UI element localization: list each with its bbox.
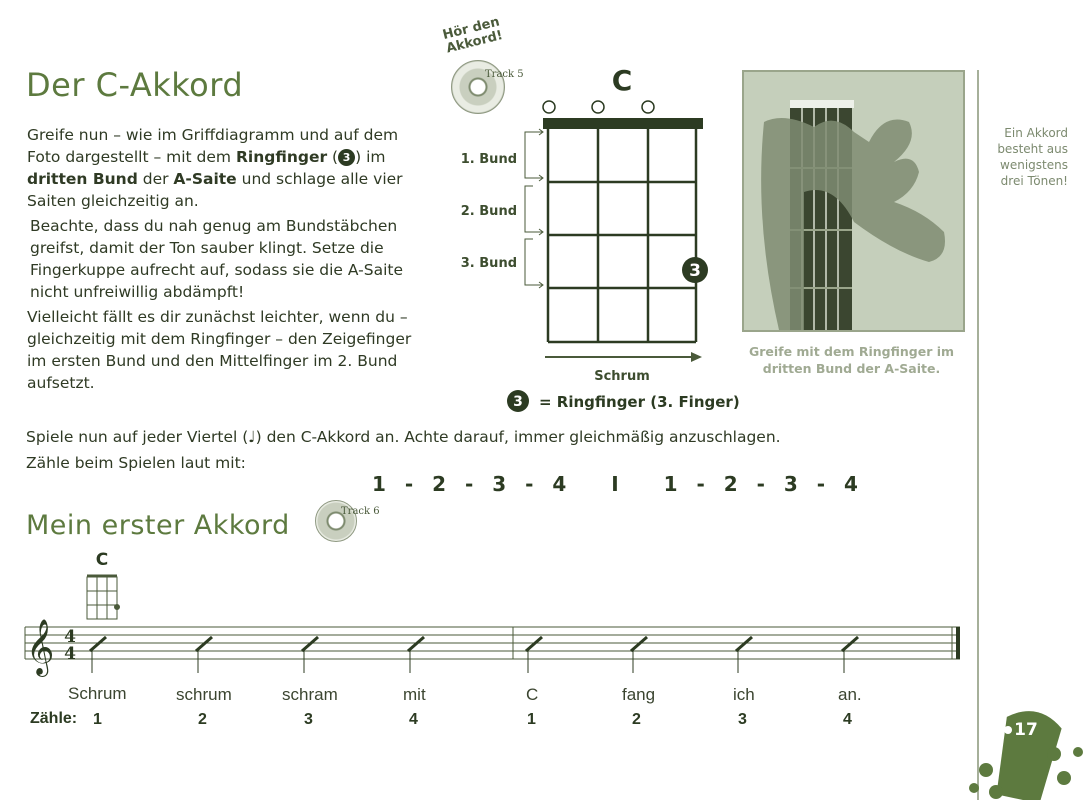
page-number: 17	[1014, 720, 1038, 740]
lyric-3: schram	[282, 685, 338, 704]
open-string-3	[642, 101, 654, 113]
lyric-2: schrum	[176, 685, 232, 704]
lyric-8: an.	[838, 685, 862, 704]
fret-label-1: 1. Bund	[460, 152, 517, 167]
time-signature-bottom: 4	[64, 644, 76, 664]
hand-photo	[742, 70, 965, 332]
listen-badge-text: Hör den Akkord!	[441, 14, 505, 57]
margin-divider	[977, 70, 979, 800]
track-6-label: Track 6	[341, 506, 380, 517]
strum-label: Schrum	[594, 369, 650, 384]
page-title: Der C-Akkord	[26, 66, 244, 104]
p1-part-c: (	[327, 148, 339, 166]
instruction-line-2: Zähle beim Spielen laut mit:	[26, 454, 246, 472]
count-2: 2	[198, 711, 207, 728]
count-8: 4	[843, 711, 852, 728]
final-barline	[956, 627, 960, 659]
photo-caption: Greife mit dem Ringfinger im dritten Bund der A-Saite.	[748, 344, 955, 376]
lyric-7: ich	[733, 685, 755, 704]
count-1: 1	[93, 711, 102, 728]
chord-diagram	[455, 60, 740, 415]
slash-notes	[90, 637, 858, 673]
fret-label-3: 3. Bund	[460, 256, 517, 271]
legend-text: = Ringfinger (3. Finger)	[539, 393, 740, 411]
side-note: Ein Akkord besteht aus wenigstens drei Tönen!	[997, 126, 1068, 188]
lyric-6: fang	[622, 685, 656, 704]
mini-chord-grid	[87, 576, 120, 619]
p1-a-saite: A-Saite	[173, 170, 237, 188]
instruction-line-1: Spiele nun auf jeder Viertel (♩) den C-Akkord an. Achte darauf, immer gleichmäßig anzuschlagen.	[26, 428, 781, 446]
count-5: 1	[527, 711, 536, 728]
finger-position-number: 3	[689, 261, 701, 281]
legend-finger-number: 3	[513, 394, 523, 410]
finger-3-inline-icon: 3	[338, 149, 355, 166]
section-title: Mein erster Akkord	[26, 510, 290, 541]
p1-dritten-bund: dritten Bund	[27, 170, 138, 188]
open-string-2	[592, 101, 604, 113]
fret-label-2: 2. Bund	[460, 204, 517, 219]
nut	[543, 118, 703, 129]
count-4: 4	[409, 711, 418, 728]
p1-part-d: ) im	[355, 148, 386, 166]
count-3: 3	[304, 711, 313, 728]
intro-paragraph-1	[27, 124, 417, 212]
count-label: Zähle:	[30, 710, 78, 727]
music-staff	[20, 545, 970, 735]
score-chord-symbol: C	[95, 550, 109, 570]
intro-paragraph-3: Vielleicht fällt es dir zunächst leichter, wenn du – gleichzeitig mit dem Ringfinger – den Zeigefinger im ersten Bund und den Mittelfinger im 2. Bund aufsetzt.	[27, 308, 412, 392]
page-number-badge	[968, 702, 1090, 800]
track-5-label: Track 5	[485, 69, 524, 80]
lyric-4: mit	[403, 685, 426, 704]
intro-paragraph-2: Beachte, dass du nah genug am Bundstäbchen greifst, damit der Ton sauber klingt. Setze die Fingerkuppe aufrecht auf, sodass sie die A-Saite nicht unfreiwillig abdämpft!	[30, 217, 403, 301]
p1-part-a: Greife nun – wie im Griffdiagramm und auf dem Foto dargestellt – mit dem	[27, 126, 399, 166]
time-signature-top: 4	[64, 627, 76, 647]
lyric-5: C	[526, 685, 539, 704]
listen-badge	[438, 14, 518, 57]
p1-part-h: und schlage alle vier Saiten gleichzeitig an.	[27, 170, 403, 210]
chord-name: C	[611, 64, 633, 97]
count-7: 3	[738, 711, 747, 728]
p1-ringfinger: Ringfinger	[235, 148, 328, 166]
p1-part-f: der	[137, 170, 174, 188]
hand-on-fretboard-image	[744, 72, 963, 330]
count-pattern: 1 - 2 - 3 - 4 I 1 - 2 - 3 - 4	[372, 472, 864, 496]
open-string-1	[543, 101, 555, 113]
count-6: 2	[632, 711, 641, 728]
lyric-1: Schrum	[68, 684, 127, 703]
treble-clef-icon: 𝄞	[26, 619, 55, 675]
